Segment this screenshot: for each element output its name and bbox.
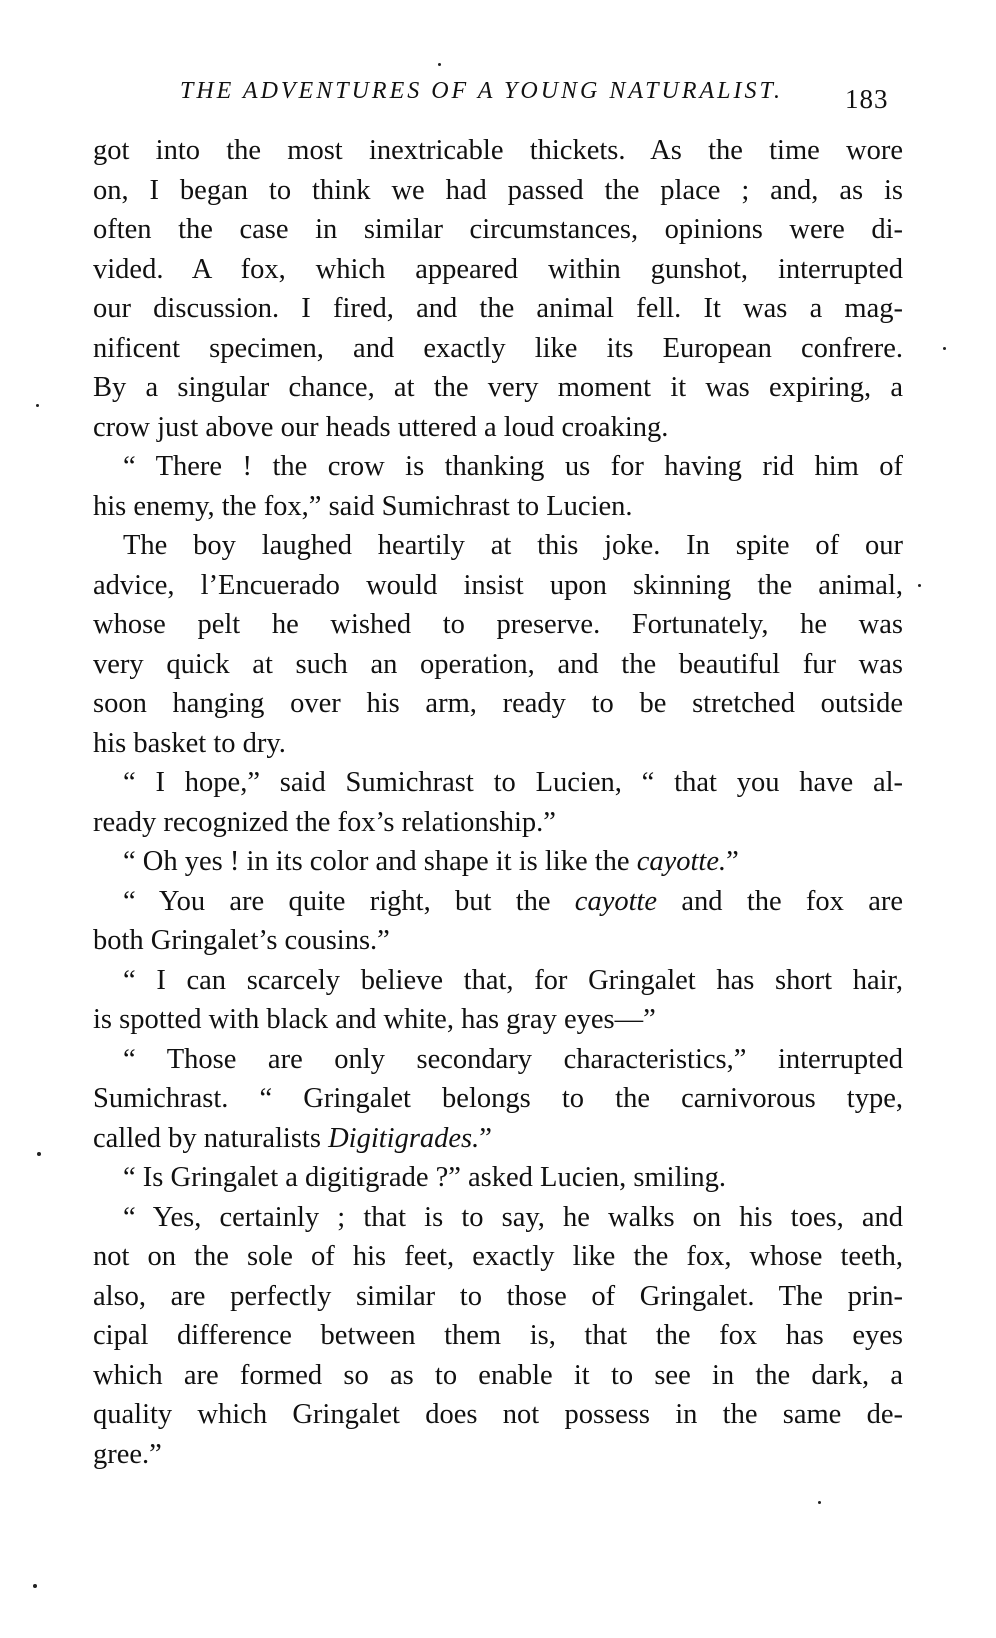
text-line-content: crow just above our heads uttered a loud croaking. — [93, 411, 669, 443]
text-line-content: is spotted with black and white, has gray eyes—” — [93, 1004, 656, 1035]
text-line-content: “ Those are only secondary characteristics,” interrupted — [123, 1043, 903, 1075]
text-line — [93, 289, 903, 329]
text-line — [93, 1316, 903, 1356]
running-head: THE ADVENTURES OF A YOUNG NATURALIST. — [180, 78, 784, 104]
text-line-content: called by naturalists — [93, 1122, 329, 1154]
text-line — [93, 605, 903, 645]
text-line — [93, 329, 903, 369]
text-line-content: his basket to dry. — [93, 727, 286, 759]
text-line-content: “ Is Gringalet a digitigrade ?” asked Lucien, smiling. — [123, 1162, 727, 1193]
text-line-content: ready recognized the fox’s relationship.” — [93, 806, 556, 838]
text-line — [93, 447, 903, 487]
text-line-content: “ You are quite right, but the — [123, 885, 575, 917]
scan-speck — [918, 584, 921, 587]
text-line — [93, 1435, 903, 1475]
scan-speck — [818, 1501, 821, 1504]
italic-term: Digitigrades. — [328, 1122, 480, 1154]
text-line-content: “ I hope,” said Sumichrast to Lucien, “ that you have al- — [123, 767, 903, 798]
text-line — [93, 921, 903, 961]
text-line-content: The boy laughed heartily at this joke. In spite of our — [123, 530, 903, 561]
text-line — [93, 961, 903, 1001]
text-line-content: advice, l’Encuerado would insist upon skinning the animal, — [93, 569, 903, 601]
text-line-content: not on the sole of his feet, exactly like the fox, whose teeth, — [93, 1241, 903, 1272]
scan-speck — [33, 1584, 37, 1588]
text-line — [93, 171, 903, 211]
text-line-content: “ Yes, certainly ; that is to say, he walks on his toes, and — [123, 1201, 903, 1233]
text-line — [93, 368, 903, 408]
text-line — [93, 1040, 903, 1080]
scan-speck — [37, 1152, 41, 1156]
text-line-content: often the case in similar circumstances, opinions were di- — [93, 214, 903, 245]
text-line — [93, 1356, 903, 1396]
text-line — [93, 1079, 903, 1119]
text-line — [93, 724, 903, 764]
text-line-content: his enemy, the fox,” said Sumichrast to Lucien. — [93, 490, 633, 522]
text-line — [93, 1198, 903, 1238]
text-line — [93, 250, 903, 290]
scan-speck — [943, 347, 946, 350]
text-line-content: very quick at such an operation, and the beautiful fur was — [93, 648, 903, 680]
text-line-tail: ” — [726, 846, 739, 877]
text-line — [93, 842, 903, 882]
text-line — [93, 1277, 903, 1317]
text-line — [93, 408, 903, 448]
body-text — [93, 131, 903, 1474]
text-line-tail: ” — [479, 1122, 492, 1154]
text-line — [93, 526, 903, 566]
text-line-content: also, are perfectly similar to those of Gringalet. The prin- — [93, 1280, 903, 1312]
text-line-content: both Gringalet’s cousins.” — [93, 925, 390, 956]
italic-term: cayotte. — [636, 846, 727, 877]
text-line-content: nificent specimen, and exactly like its European confrere. — [93, 332, 903, 364]
text-line — [93, 1000, 903, 1040]
text-line-content: Sumichrast. “ Gringalet belongs to the carnivorous type, — [93, 1083, 903, 1114]
page-number: 183 — [845, 84, 889, 114]
text-line-content: gree.” — [93, 1438, 162, 1470]
text-line — [93, 645, 903, 685]
scan-speck — [438, 63, 441, 66]
text-line — [93, 684, 903, 724]
text-line-content: vided. A fox, which appeared within gunshot, interrupted — [93, 253, 903, 285]
text-line-content: got into the most inextricable thickets. As the time wore — [93, 135, 903, 166]
text-line-content: whose pelt he wished to preserve. Fortunately, he was — [93, 609, 903, 640]
text-line-content: quality which Gringalet does not possess in the same de- — [93, 1399, 903, 1430]
scan-speck — [36, 404, 39, 407]
text-line-tail: and the fox are — [657, 885, 903, 917]
text-line-content: By a singular chance, at the very moment it was expiring, a — [93, 372, 903, 403]
text-line — [93, 803, 903, 843]
text-line — [93, 210, 903, 250]
text-line-content: our discussion. I fired, and the animal fell. It was a mag- — [93, 293, 903, 324]
text-line-content: soon hanging over his arm, ready to be stretched outside — [93, 688, 903, 719]
text-line — [93, 1119, 903, 1159]
italic-term: cayotte — [574, 885, 658, 917]
text-line-content: on, I began to think we had passed the place ; and, as is — [93, 174, 903, 206]
text-line-content: cipal difference between them is, that the fox has eyes — [93, 1320, 903, 1351]
text-line-content: “ There ! the crow is thanking us for having rid him of — [123, 451, 903, 482]
text-line — [93, 487, 903, 527]
text-line — [93, 1395, 903, 1435]
text-line-content: “ I can scarcely believe that, for Gringalet has short hair, — [123, 964, 903, 996]
text-line — [93, 763, 903, 803]
text-line — [93, 1158, 903, 1198]
text-line — [93, 566, 903, 606]
text-line-content: which are formed so as to enable it to see in the dark, a — [93, 1359, 903, 1391]
text-line — [93, 882, 903, 922]
text-line — [93, 131, 903, 171]
text-line — [93, 1237, 903, 1277]
text-line-content: “ Oh yes ! in its color and shape it is like the — [123, 846, 637, 877]
